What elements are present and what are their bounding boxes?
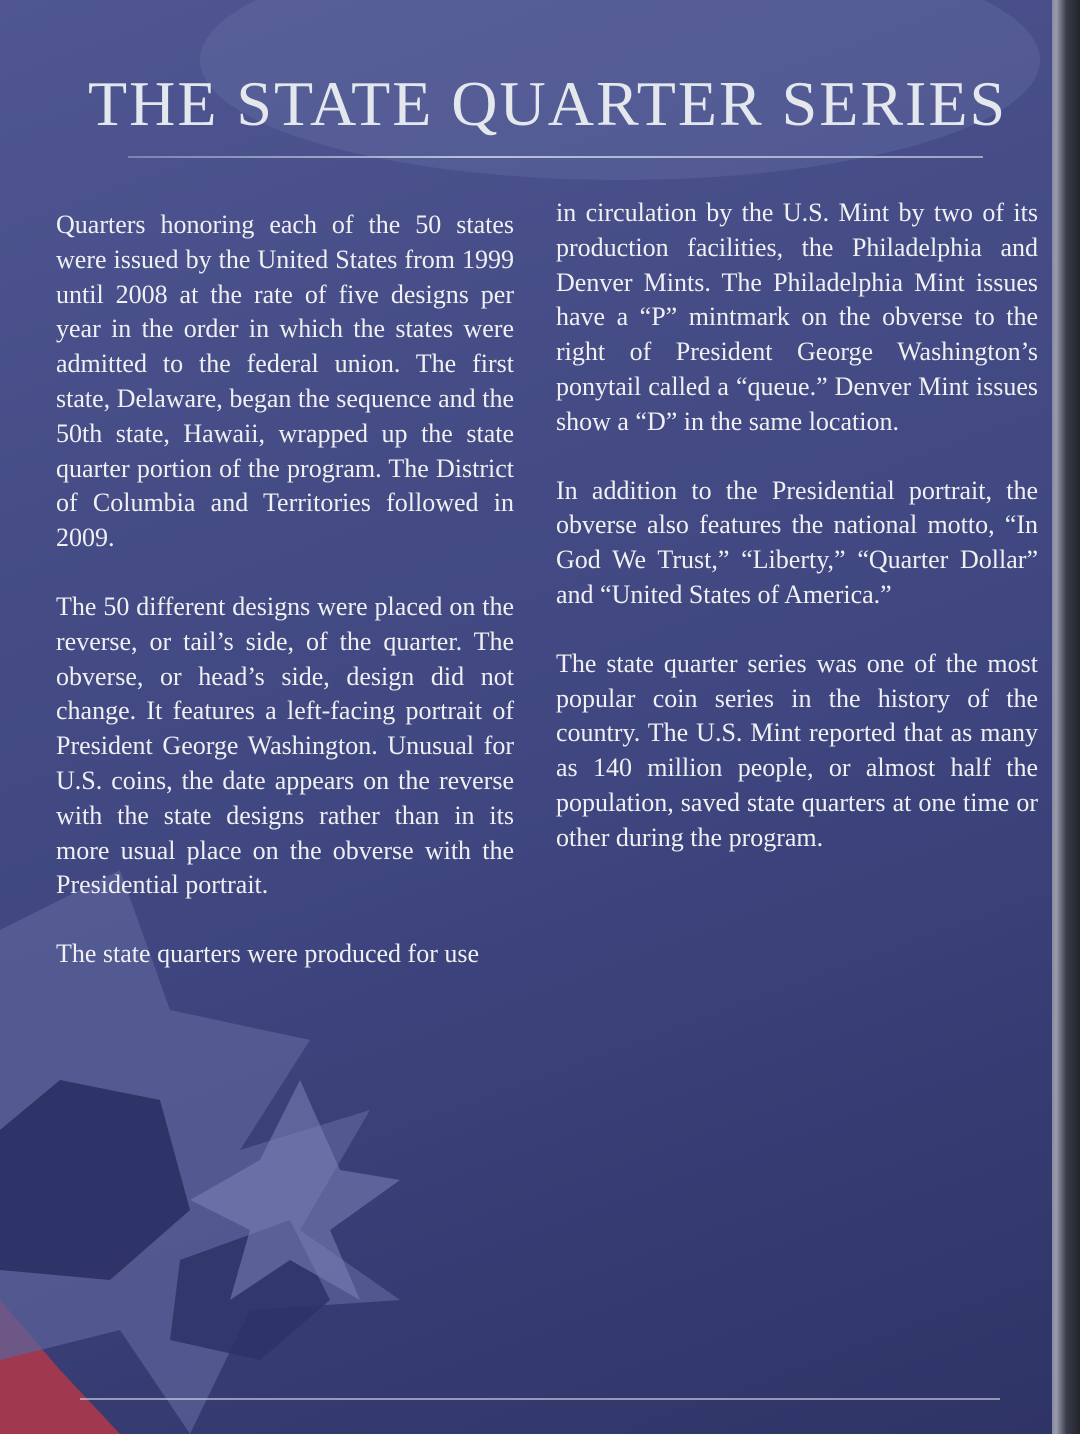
paragraph-designs: The 50 different designs were placed on the reverse, or tail’s side, of the quarter. The obverse, or head’s side, design did not change. It features a left-facing portrait of President George Washington. Unusual for U.S. coins, the date appears on the reverse with the state designs rather than in its more usual place on the obverse with the Presidential portrait.	[56, 591, 514, 900]
paragraph-production-start: The state quarters were produced for use	[56, 939, 480, 969]
paragraph-popularity: The state quarter series was one of the most popular coin series in the history of the country. The U.S. Mint reported that as many as 140 million people, or almost half the population, saved state quarters at one time or other during the program.	[556, 648, 1038, 852]
right-column	[556, 196, 1038, 890]
title-underline	[128, 156, 983, 158]
paragraph-mints: in circulation by the U.S. Mint by two of its production facilities, the Philadelphia and Denver Mints. The Philadelphia Mint issues have a “P” mintmark on the obverse to the right of President George Washington’s ponytail called a “queue.” Denver Mint issues show a “D” in the same location.	[556, 198, 1038, 436]
left-column	[56, 208, 514, 1006]
page-title: THE STATE QUARTER SERIES	[88, 68, 1008, 139]
paragraph-issuance: Quarters honoring each of the 50 states were issued by the United States from 1999 until 2008 at the rate of five designs per year in the order in which the states were admitted to the federal union. The first state, Delaware, began the sequence and the 50th state, Hawaii, wrapped up the state quarter portion of the program. The District of Columbia and Territories followed in 2009.	[56, 210, 514, 553]
bottom-rule	[80, 1398, 1000, 1400]
paragraph-obverse: In addition to the Presidential portrait, the obverse also features the national motto, “In God We Trust,” “Liberty,” “Quarter Dollar” and “United States of America.”	[556, 475, 1038, 609]
